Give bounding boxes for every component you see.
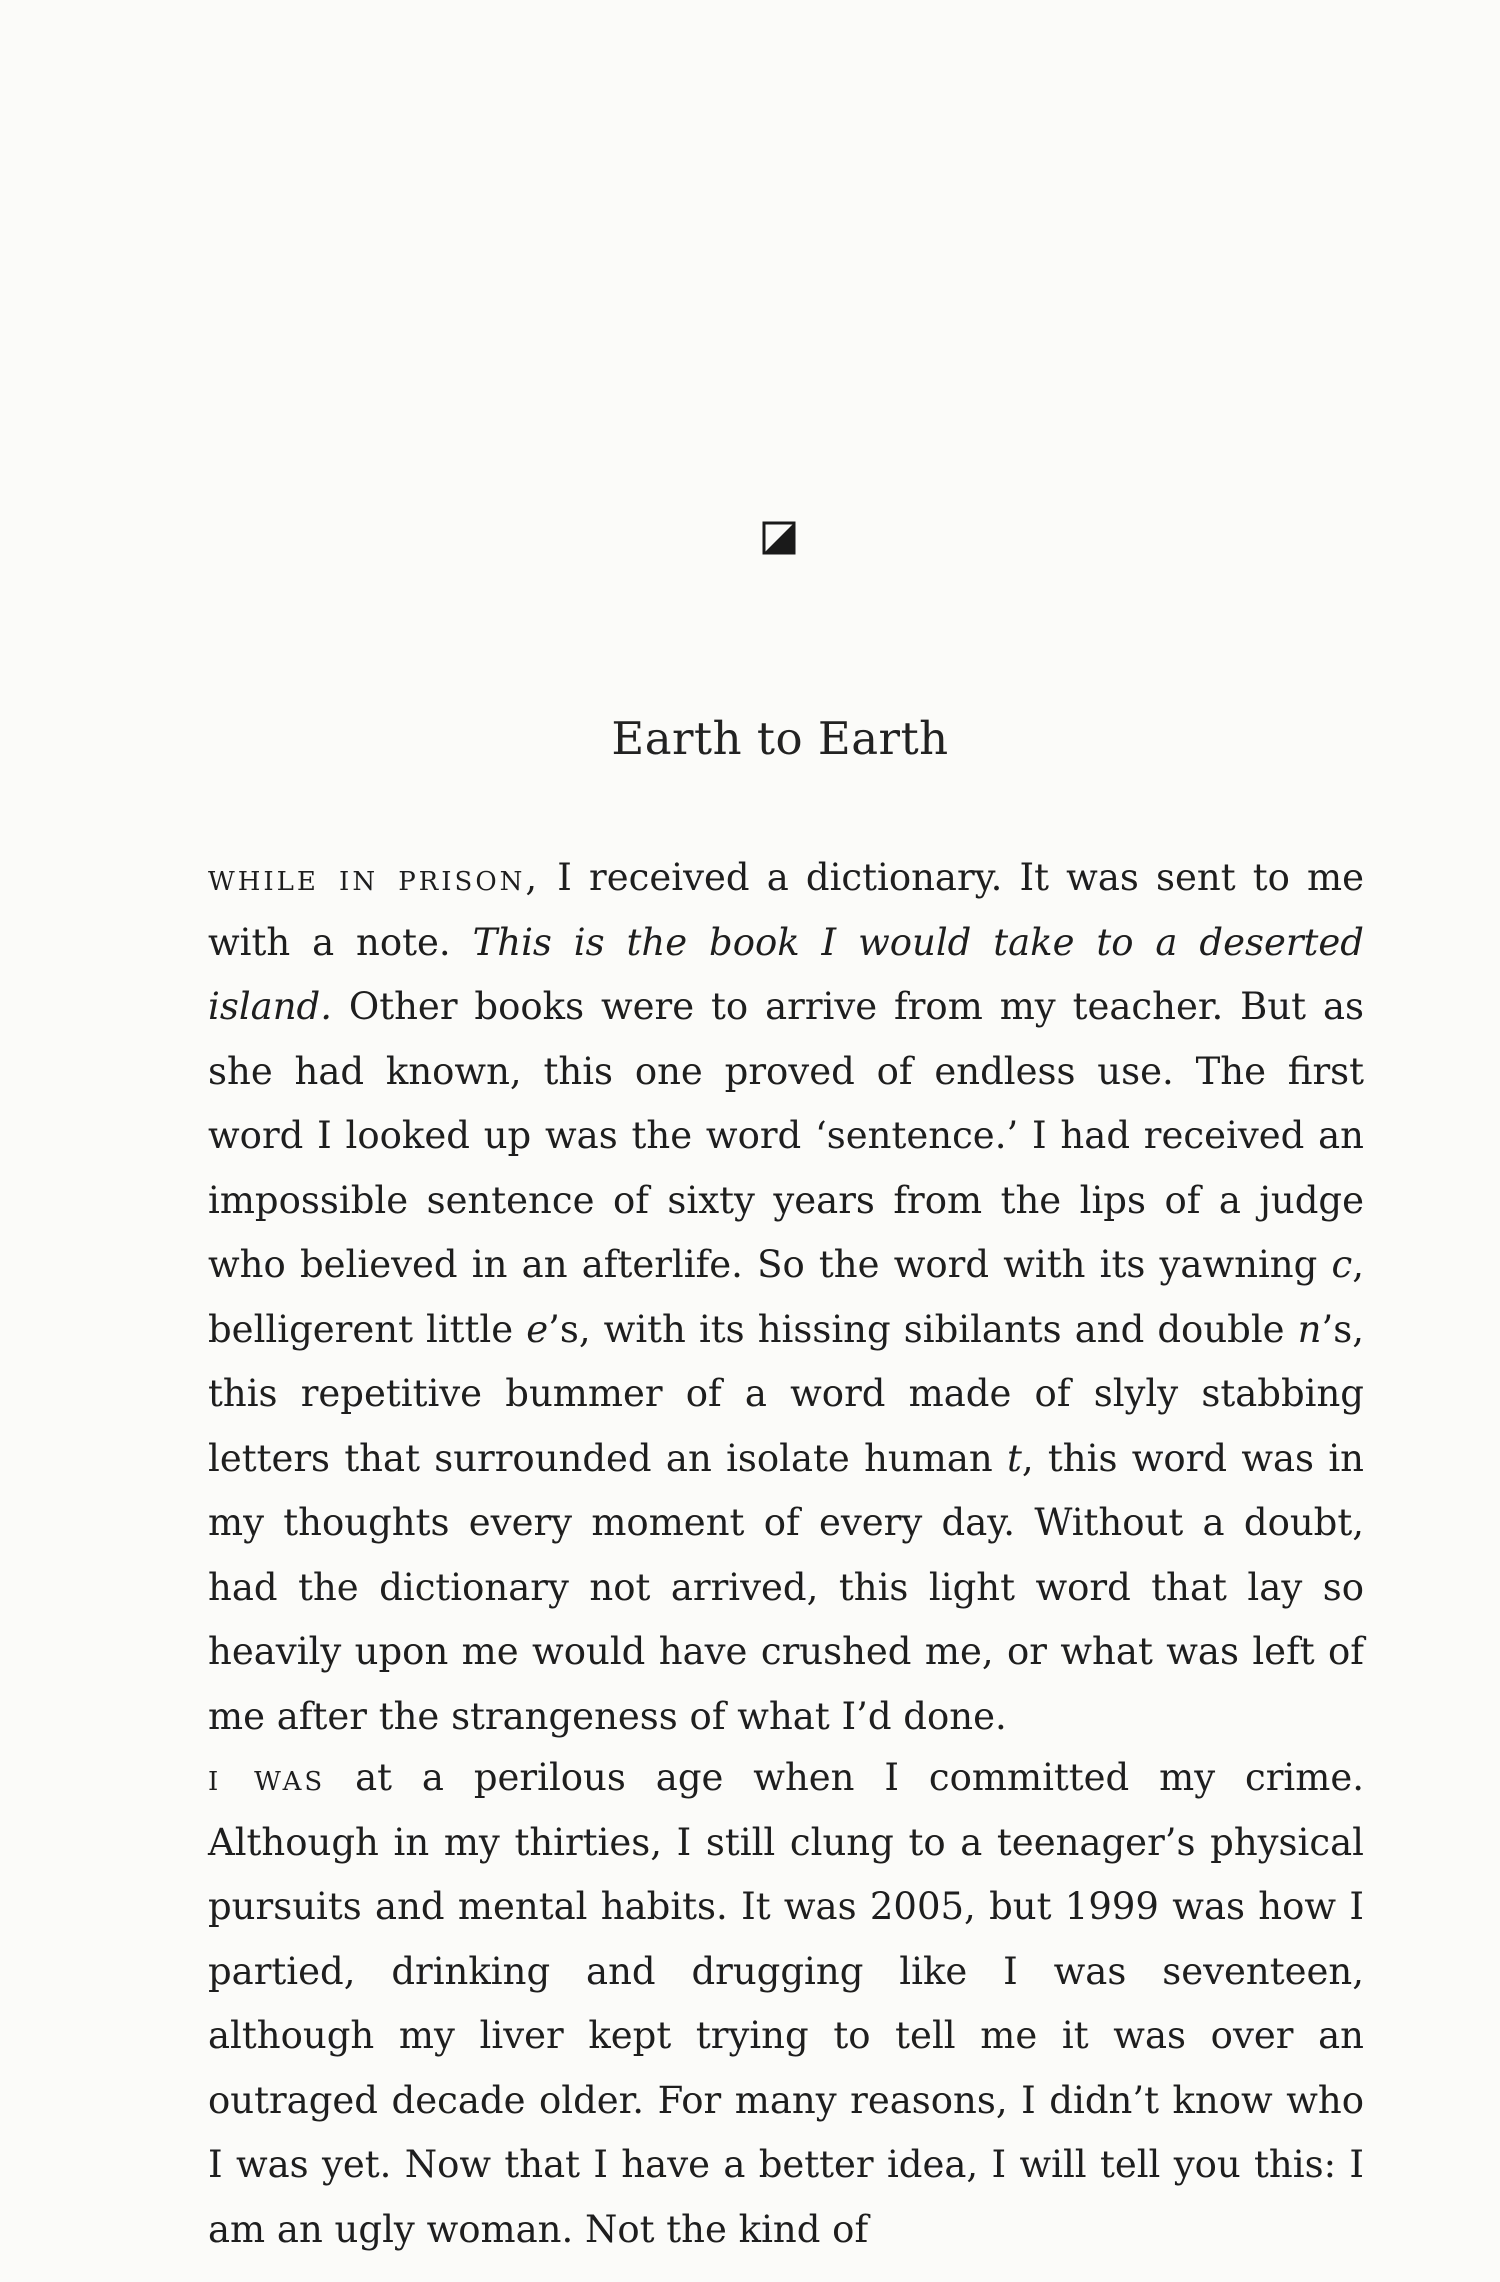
paragraph-1 [208, 846, 1364, 1749]
letter-e: e [526, 1307, 549, 1351]
paragraph-1-note-quote: This is the book I would take to a deserted island. [208, 920, 1364, 1028]
paragraph-1-text-b: Other books were to arrive from my teacher. But as she had known, this one proved of endless use. The first word I looked up was the word ‘sentence.’ I had received an impossible sentence of sixty years from the lips of a judge who believed in an afterlife. So the word with its yawning [208, 985, 1364, 1286]
paragraph-2-text: at a perilous age when I committed my crime. Although in my thirties, I still clung to a teenager’s physical pursuits and mental habits. It was 2005, but 1999 was how I partied, drinking and drugging like I was seventeen, although my liver kept trying to tell me it was over an outraged decade older. For many reasons, I didn’t know who I was yet. Now that I have a better idea, I will tell you this: I am an ugly woman. Not the kind of [208, 1756, 1364, 2251]
paragraph-2 [208, 1746, 1364, 2262]
paragraph-1-text-c: , belligerent little [208, 1243, 1364, 1351]
half-filled-square-icon [762, 521, 796, 555]
paragraph-1-text-a: I received a dictionary. It was sent to me with a note. [208, 856, 1364, 964]
paragraph-1-text-f: , this word was in my thoughts every moment of every day. Without a doubt, had the dictionary not arrived, this light word that lay so heavily upon me would have crushed me, or what was left of me after the strangeness of what I’d done. [208, 1436, 1364, 1738]
letter-t: t [1007, 1436, 1022, 1480]
paragraph-1-text-d: ’s, with its hissing sibilants and double [548, 1307, 1298, 1351]
paragraph-2-lead: i was [208, 1756, 326, 1799]
letter-c: c [1331, 1243, 1353, 1286]
chapter-title: Earth to Earth [611, 712, 949, 765]
paragraph-1-text-e: ’s, this repetitive bummer of a word made of slyly stabbing letters that surrounded an isolate human [208, 1307, 1364, 1480]
letter-n: n [1297, 1307, 1322, 1351]
paragraph-1-lead: while in prison, [208, 856, 541, 899]
